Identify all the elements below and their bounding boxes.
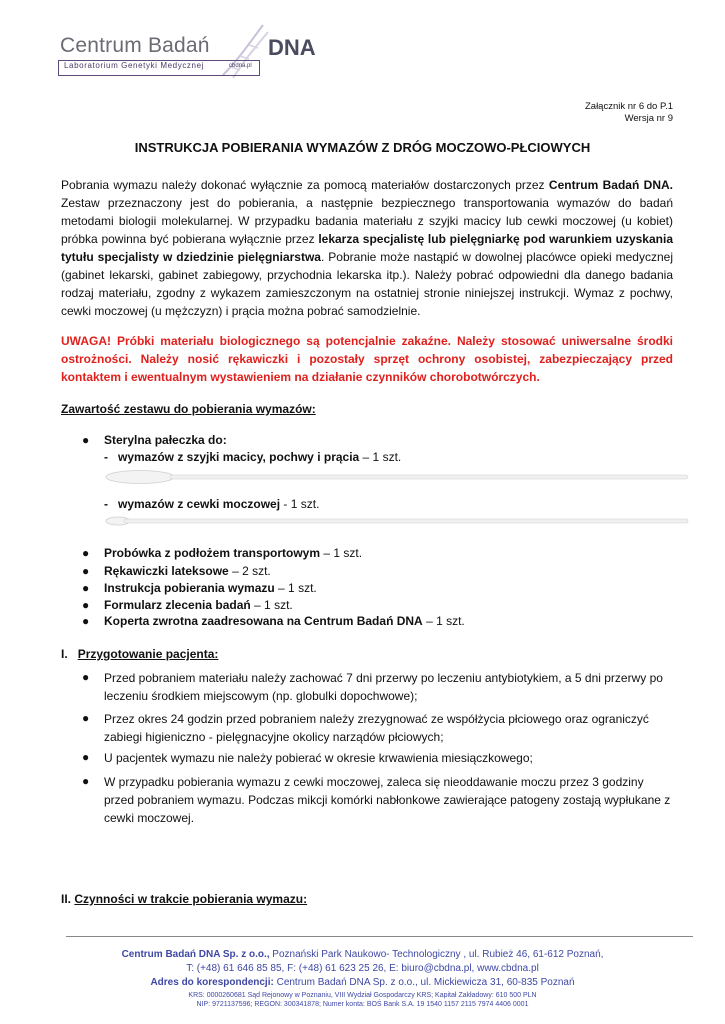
intro-text-3: . Pobranie może nastąpić w dowolnej placówce opieki medycznej (gabinet lekarski, gabinet zabiegowy, przychodnia lekarska itp.). Należy pobrać odpowiedni dla danego badania rodzaj materiału, zgodny z wykazem zamieszczonym na ostatniej stronie niniejszej instrukcji. Wymaz z pochwy, cewki moczowej (u mężczyzn) i prącia można pobrać samodzielnie. [61, 250, 673, 318]
swab1-qty: – 1 szt. [359, 450, 402, 464]
prep-text: U pacjentek wymazu nie należy pobierać w okresie krwawienia miesiączkowego; [104, 751, 533, 765]
intro-paragraph [61, 176, 673, 320]
bullet-icon: ● [82, 774, 90, 788]
kit-item-qty: – 1 szt. [250, 598, 293, 612]
kit-item-qty: – 2 szt. [228, 564, 271, 578]
section-2-heading [61, 892, 307, 906]
bullet-icon: ● [82, 598, 90, 612]
kit-item-qty: – 1 szt. [422, 614, 465, 628]
bullet-icon: ● [82, 614, 90, 628]
kit-item-label: Rękawiczki lateksowe [104, 564, 229, 578]
swab-heading: Sterylna pałeczka do: [104, 433, 227, 447]
kit-item-qty: – 1 szt. [320, 546, 363, 560]
section-2-number: II. [61, 892, 72, 906]
swab1-label: wymazów z szyjki macicy, pochwy i prącia [118, 450, 360, 464]
footer-correspondence [0, 976, 725, 989]
logo-dna: DNA [268, 35, 316, 60]
swab2-qty: - 1 szt. [280, 497, 320, 511]
logo-subtitle: Laboratorium Genetyki Medycznej [64, 61, 204, 70]
logo-url: cbdna.pl [229, 63, 252, 69]
kit-item-label: Formularz zlecenia badań [104, 598, 251, 612]
intro-text-2: Zestaw przeznaczony jest do pobierania, a następnie bezpiecznego transportowania wymazów do badań metodami biologii molekularnej. W przypadku badania materiału z szyjki macicy lub cewki moczowej (u kobiet) próbka powinna być pobierana wyłącznie przez [61, 196, 673, 246]
footer-contact: T: (+48) 61 646 85 85, F: (+48) 61 623 25 26, E: biuro@cbdna.pl, www.cbdna.pl [186, 963, 539, 974]
footer-company: Centrum Badań DNA Sp. z o.o., [121, 949, 270, 960]
bullet-icon: ● [82, 433, 90, 447]
footer-krs: KRS: 0000260681 Sąd Rejonowy w Poznaniu, VIII Wydział Gospodarczy KRS; Kapitał Zakładowy: 610 500 PLN [188, 992, 537, 999]
footer-corr-address: Centrum Badań DNA Sp. z o.o., ul. Mickiewicza 31, 60-835 Poznań [273, 977, 575, 988]
kit-item-label: Probówka z podłożem transportowym [104, 546, 321, 560]
kit-item-label: Instrukcja pobierania wymazu [104, 581, 275, 595]
reference-line1: Załącznik nr 6 do P.1 [584, 101, 673, 112]
bullet-icon: ● [82, 711, 90, 725]
bullet-icon: ● [82, 670, 90, 684]
footer-nip: NIP: 9721137596; REGON: 300341878; Numer konta: BOŚ Bank S.A. 19 1540 1157 2115 7974 4406 0001 [196, 1001, 529, 1008]
swab2-line: - wymazów z cewki moczowej - 1 szt. [104, 497, 320, 511]
swab-urethral-image [104, 513, 690, 529]
footer-corr-label: Adres do korespondencji: [150, 977, 274, 988]
logo-name: Centrum Badań [60, 34, 210, 57]
document-title: INSTRUKCJA POBIERANIA WYMAZÓW Z DRÓG MOCZOWO-PŁCIOWYCH [134, 140, 591, 155]
prep-text: Przed pobraniem materiału należy zachować 7 dni przerwy po leczeniu antybiotykiem, a 5 dni przerwy po leczeniu środkiem miejscowym (np. globulki dopochwowe); [104, 671, 663, 703]
swab1-line: - wymazów z szyjki macicy, pochwy i prącia – 1 szt. [104, 450, 402, 464]
prep-text: Przez okres 24 godzin przed pobraniem należy zrezygnować ze współżycia płciowego oraz ograniczyć zabiegi higieniczno - pielęgnacyjne okolicy narządów płciowych; [104, 712, 649, 744]
bullet-icon: ● [82, 546, 90, 560]
intro-bold-1: Centrum Badań DNA. [548, 178, 674, 192]
bullet-icon: ● [82, 581, 90, 595]
section-2-title: Czynności w trakcie pobierania wymazu: [74, 892, 308, 906]
contents-heading: Zawartość zestawu do pobierania wymazów: [61, 402, 316, 416]
section-1-number: I. [61, 647, 68, 661]
footer-registration [0, 991, 725, 1009]
kit-item-label: Koperta zwrotna zaadresowana na Centrum Badań DNA [104, 614, 423, 628]
kit-item-qty: – 1 szt. [274, 581, 317, 595]
swab2-label: wymazów z cewki moczowej [118, 497, 281, 511]
reference-line2: Wersja nr 9 [624, 113, 673, 124]
footer-address [0, 948, 725, 961]
warning-paragraph: UWAGA! Próbki materiału biologicznego są potencjalnie zakaźne. Należy stosować uniwersalne środki ostrożności. Należy nosić rękawiczki i pozostały sprzęt ochrony osobistej, zabezpieczający przed kontaktem i ewentualnym wystawieniem na działanie czynników chorobotwórczych. [61, 334, 673, 384]
bullet-icon: ● [82, 750, 90, 764]
footer-divider [66, 936, 693, 937]
bullet-icon: ● [82, 564, 90, 578]
section-1-heading [61, 647, 218, 661]
document-reference [585, 101, 673, 125]
intro-bold-2: lekarza specjalistę lub pielęgniarkę pod warunkiem uzyskania tytułu specjalisty w dziedzinie pielęgniarstwa [61, 232, 673, 264]
swab-cervical-image [104, 469, 690, 485]
footer-address-text: Poznański Park Naukowo- Technologiczny , ul. Rubież 46, 61-612 Poznań, [269, 949, 604, 960]
section-1-title: Przygotowanie pacjenta: [77, 647, 219, 661]
intro-text-1: Pobrania wymazu należy dokonać wyłącznie za pomocą materiałów dostarczonych przez [61, 178, 549, 192]
prep-text: W przypadku pobierania wymazu z cewki moczowej, zaleca się nieoddawanie moczu przez 3 godziny przed pobraniem wymazu. Podczas mikcji komórki nabłonkowe zawierające patogeny zostają wypłukane z cewki moczowej. [104, 775, 671, 825]
